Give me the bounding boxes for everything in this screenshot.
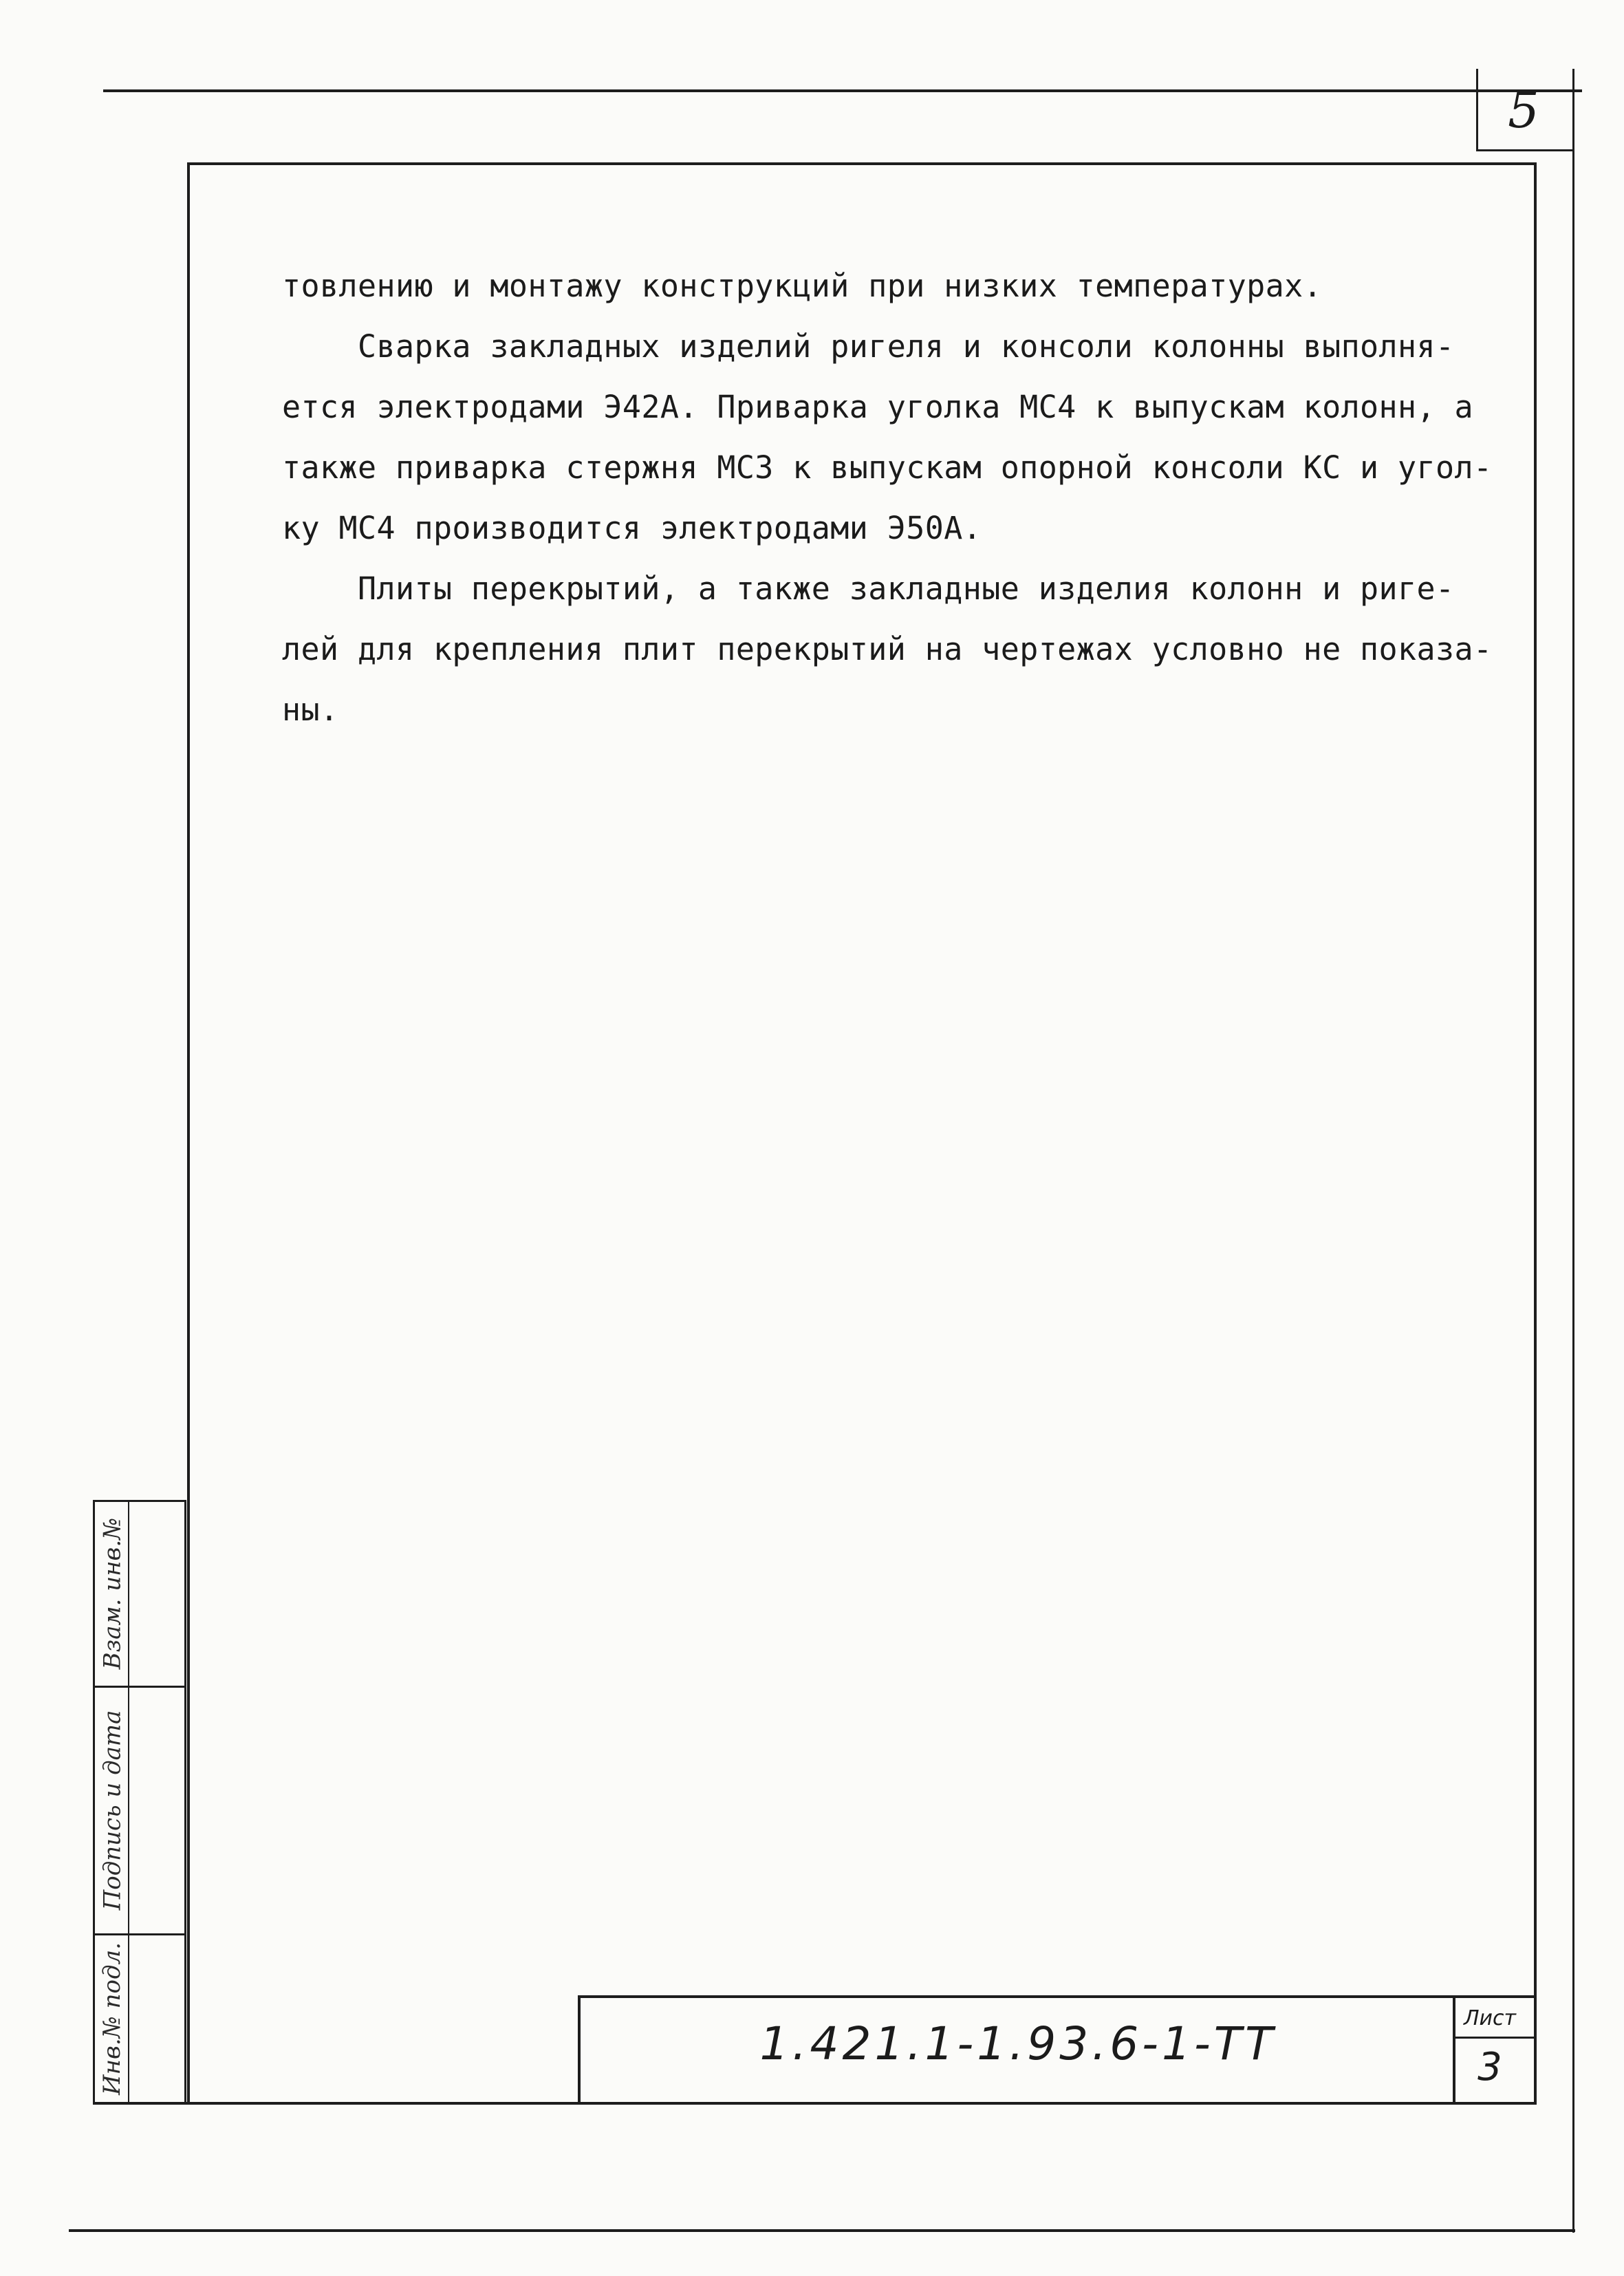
outer-right-border-line <box>1572 69 1574 2233</box>
stamp-label-replace-inv: Взам. инв.№ <box>98 1517 127 1670</box>
stamp-label-signature-date: Подпись и дата <box>98 1710 127 1911</box>
stamp-cell-original-inv <box>95 1937 129 2101</box>
frame-top-line <box>189 162 1536 165</box>
stamp-divider-1 <box>93 1686 186 1688</box>
stamp-top-line <box>93 1500 186 1502</box>
paragraph-1 <box>282 256 1506 316</box>
frame-bottom-line <box>93 2102 1537 2105</box>
title-block-top-line <box>578 1995 1536 1998</box>
paragraph-line: лей для крепления плит перекрытий на чертежах условно не показа- <box>282 631 1493 667</box>
paragraph-3 <box>282 559 1506 740</box>
top-border-line <box>103 89 1582 92</box>
paragraph-line: ется электродами Э42А. Приварка уголка МС4 к выпускам колонн, а <box>282 389 1474 425</box>
paragraph-line: товлению и монтажу конструкций при низких температурах. <box>282 268 1323 304</box>
sheet-label: Лист <box>1463 2006 1517 2030</box>
frame-left-line <box>187 162 190 2104</box>
document-code: 1.421.1-1.93.6-1-ТТ <box>759 2017 1277 2070</box>
paragraph-2 <box>282 316 1506 559</box>
title-block-left-line <box>578 1995 581 2104</box>
stamp-label-original-inv: Инв.№ подл. <box>98 1942 126 2095</box>
paragraph-line: Плиты перекрытий, а также закладные изделия колонн и риге- <box>282 570 1455 607</box>
stamp-cell-signature-date <box>95 1689 129 1931</box>
paragraph-line: также приварка стержня МС3 к выпускам опорной консоли КС и угол- <box>282 449 1493 486</box>
stamp-divider-2 <box>93 1933 186 1935</box>
bottom-border-line <box>69 2229 1575 2232</box>
title-block-sheet-number: 3 <box>1477 2044 1502 2090</box>
stamp-right-line <box>184 1500 186 2104</box>
paragraph-line: Сварка закладных изделий ригеля и консоли колонны выполня- <box>282 328 1455 365</box>
frame-right-line <box>1534 162 1537 2104</box>
body-text <box>282 256 1506 740</box>
stamp-cell-replace-inv <box>95 1503 129 1684</box>
sheet-number-box-left <box>1476 69 1478 151</box>
paragraph-line: ны. <box>282 691 339 728</box>
title-block-sheet-divider <box>1453 1995 1455 2104</box>
sheet-number-box-bottom <box>1476 149 1574 151</box>
paragraph-line: ку МС4 производится электродами Э50А. <box>282 510 982 546</box>
sheet-number: 5 <box>1508 81 1539 139</box>
